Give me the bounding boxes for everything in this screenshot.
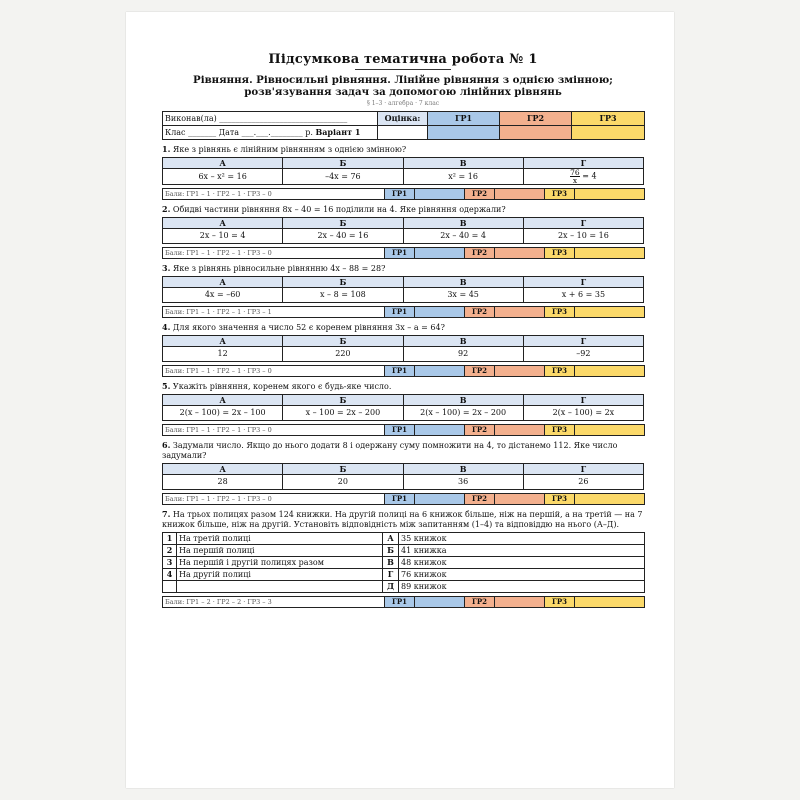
question-prompt	[162, 144, 644, 155]
option-letter-d: Г	[523, 158, 643, 169]
question-1	[162, 144, 644, 200]
score-row	[162, 493, 645, 505]
questions-list	[162, 144, 644, 505]
gr2-score-cell[interactable]	[495, 307, 545, 318]
score-label: Бали: ГР1 – 2 · ГР2 – 2 · ГР3 – 3	[163, 597, 385, 608]
question-item: На першій і другій полицях разом	[177, 557, 383, 569]
answer-b[interactable]: –4x = 76	[283, 169, 403, 185]
gr1-score-cell[interactable]	[415, 494, 465, 505]
option-letter-b: Б	[283, 336, 403, 347]
variant-label: Варіант 1	[315, 127, 361, 137]
gr3-score-cell[interactable]	[575, 494, 645, 505]
gr2-score-cell[interactable]	[495, 494, 545, 505]
question-text: Укажіть рівняння, коренем якого є будь-яке число.	[172, 382, 392, 391]
option-letter-d: Г	[523, 336, 643, 347]
gr1-score-cell[interactable]	[415, 189, 465, 200]
gr1-score-label: ГР1	[385, 597, 415, 608]
gr1-score-cell[interactable]	[415, 366, 465, 377]
option-letter-d: Г	[523, 277, 643, 288]
gr3-score-label: ГР3	[545, 307, 575, 318]
answer-item[interactable]: 76 книжок	[399, 569, 645, 581]
question-text: Яке з рівнянь є лінійним рівнянням з однією змінною?	[172, 145, 407, 154]
matching-row	[163, 557, 645, 569]
question-prompt	[162, 263, 644, 274]
answer-d[interactable]	[523, 169, 643, 185]
gr1-score-label: ГР1	[385, 494, 415, 505]
section-meta: § 1–3 · алгебра · 7 клас	[366, 100, 440, 107]
option-letter-a: А	[163, 218, 283, 229]
gr2-score-label: ГР2	[465, 248, 495, 259]
option-letter-b: Б	[283, 277, 403, 288]
gr1-score-label: ГР1	[385, 425, 415, 436]
option-letter-a: А	[163, 277, 283, 288]
fraction-numerator: 76	[570, 168, 580, 177]
answer-letter: В	[383, 557, 399, 569]
answer-c[interactable]: 2(x – 100) = 2x – 200	[403, 406, 523, 421]
page-title: Підсумкова тематична робота № 1	[268, 52, 538, 67]
answer-table	[162, 394, 644, 421]
option-letter-c: В	[403, 218, 523, 229]
answer-table	[162, 276, 644, 303]
gr1-grade-cell[interactable]	[428, 126, 500, 140]
option-letter-c: В	[403, 336, 523, 347]
question-prompt	[162, 440, 644, 461]
question-2	[162, 204, 644, 259]
question-text: Обидві частини рівняння 8x – 40 = 16 поділили на 4. Яке рівняння одержали?	[172, 205, 506, 214]
option-letter-b: Б	[283, 395, 403, 406]
question-prompt	[162, 322, 644, 333]
question-5	[162, 381, 644, 436]
question-index: 2	[163, 545, 177, 557]
option-letter-c: В	[403, 277, 523, 288]
option-letter-c: В	[403, 395, 523, 406]
option-letter-d: Г	[523, 218, 643, 229]
answer-a[interactable]: 28	[163, 475, 283, 490]
gr2-score-cell[interactable]	[495, 366, 545, 377]
question-prompt	[162, 381, 644, 392]
option-letter-a: А	[163, 336, 283, 347]
answer-c[interactable]: 92	[403, 347, 523, 362]
answer-letter: Г	[383, 569, 399, 581]
score-label: Бали: ГР1 – 1 · ГР2 – 1 · ГР3 – 0	[163, 189, 385, 200]
title-underline	[355, 69, 451, 70]
score-label: Бали: ГР1 – 1 · ГР2 – 1 · ГР3 – 1	[163, 307, 385, 318]
gr1-score-cell[interactable]	[415, 307, 465, 318]
gr2-score-cell[interactable]	[495, 597, 545, 608]
option-letter-c: В	[403, 158, 523, 169]
question-number: 6.	[162, 440, 171, 450]
answer-a[interactable]: 12	[163, 347, 283, 362]
gr1-score-label: ГР1	[385, 189, 415, 200]
answer-b[interactable]: 20	[283, 475, 403, 490]
gr2-score-label: ГР2	[465, 366, 495, 377]
answer-item[interactable]: 41 книжка	[399, 545, 645, 557]
answer-d[interactable]: 26	[523, 475, 643, 490]
answer-b[interactable]: x – 100 = 2x – 200	[283, 406, 403, 421]
worksheet-page	[126, 12, 674, 788]
question-item	[177, 581, 383, 593]
gr3-score-label: ГР3	[545, 366, 575, 377]
question-item: На третій полиці	[177, 533, 383, 545]
answer-b[interactable]: x – 8 = 108	[283, 288, 403, 303]
gr1-score-label: ГР1	[385, 248, 415, 259]
gr2-grade-cell[interactable]	[500, 126, 572, 140]
answer-item[interactable]: 35 книжок	[399, 533, 645, 545]
answer-d[interactable]: x + 6 = 35	[523, 288, 643, 303]
matching-row	[163, 545, 645, 557]
answer-a[interactable]: 2(x – 100) = 2x – 100	[163, 406, 283, 421]
option-letter-a: А	[163, 158, 283, 169]
gr2-score-label: ГР2	[465, 307, 495, 318]
gr1-score-cell[interactable]	[415, 425, 465, 436]
gr3-grade-cell[interactable]	[572, 126, 645, 140]
student-header-table	[162, 111, 645, 140]
score-label: Бали: ГР1 – 1 · ГР2 – 1 · ГР3 – 0	[163, 494, 385, 505]
score-row	[162, 188, 645, 200]
fraction	[570, 169, 580, 184]
score-row	[162, 247, 645, 259]
question-index: 1	[163, 533, 177, 545]
gr3-score-label: ГР3	[545, 425, 575, 436]
answer-c[interactable]: 2x – 40 = 4	[403, 229, 523, 244]
option-letter-b: Б	[283, 464, 403, 475]
option-letter-b: Б	[283, 218, 403, 229]
question-4	[162, 322, 644, 377]
question-7	[162, 509, 644, 530]
gr3-score-label: ГР3	[545, 248, 575, 259]
matching-row	[163, 581, 645, 593]
worksheet-content	[162, 52, 644, 608]
class-date-line: Клас _______ Дата ___.___.________ р.	[165, 128, 313, 137]
answer-d[interactable]: 2(x – 100) = 2x	[523, 406, 643, 421]
gr3-score-cell[interactable]	[575, 597, 645, 608]
gr3-score-label: ГР3	[545, 494, 575, 505]
answer-c[interactable]: 3x = 45	[403, 288, 523, 303]
question-index: 4	[163, 569, 177, 581]
answer-a[interactable]: 6x – x² = 16	[163, 169, 283, 185]
grade-label: Оцінка:	[378, 112, 428, 126]
gr2-score-cell[interactable]	[495, 248, 545, 259]
answer-table	[162, 157, 644, 185]
score-row-7	[162, 596, 645, 608]
question-6	[162, 440, 644, 505]
answer-letter: Б	[383, 545, 399, 557]
score-label: Бали: ГР1 – 1 · ГР2 – 1 · ГР3 – 0	[163, 248, 385, 259]
fraction-denominator: x	[572, 176, 578, 185]
question-text: Задумали число. Якщо до нього додати 8 і одержану суму помножити на 4, то дістанемо 112. Яке число задумали?	[162, 441, 618, 460]
gr3-score-cell[interactable]	[575, 248, 645, 259]
question-item: На другій полиці	[177, 569, 383, 581]
grade-cell[interactable]	[378, 126, 428, 140]
question-number: 4.	[162, 322, 171, 332]
gr1-score-label: ГР1	[385, 307, 415, 318]
question-number: 5.	[162, 381, 171, 391]
gr1-score-cell[interactable]	[415, 597, 465, 608]
score-row	[162, 424, 645, 436]
gr3-score-cell[interactable]	[575, 425, 645, 436]
question-number: 1.	[162, 144, 171, 154]
answer-d[interactable]: –92	[523, 347, 643, 362]
gr3-score-label: ГР3	[545, 597, 575, 608]
matching-table	[162, 532, 645, 593]
gr3-score-cell[interactable]	[575, 189, 645, 200]
question-index	[163, 581, 177, 593]
gr3-score-label: ГР3	[545, 189, 575, 200]
score-label: Бали: ГР1 – 1 · ГР2 – 1 · ГР3 – 0	[163, 425, 385, 436]
answer-d[interactable]: 2x – 10 = 16	[523, 229, 643, 244]
question-text: На трьох полицях разом 124 книжки. На другій полиці на 6 книжок більше, ніж на першій, а на третій — на 7 книжок більше, ніж на другій. Установіть відповідність між запитанням (1–4) та відповіддю на нього (А–Д).	[162, 510, 643, 529]
gr2-score-cell[interactable]	[495, 425, 545, 436]
question-3	[162, 263, 644, 318]
question-text: Для якого значення a число 52 є коренем рівняння 3x – a = 64?	[172, 323, 445, 332]
answer-letter: А	[383, 533, 399, 545]
question-index: 3	[163, 557, 177, 569]
gr3-score-cell[interactable]	[575, 307, 645, 318]
score-row	[162, 365, 645, 377]
gr2-score-label: ГР2	[465, 189, 495, 200]
page-subtitle: Рівняння. Рівносильні рівняння. Лінійне рівняння з однією змінною; розв'язування задач за допомогою лінійних рівнянь	[193, 74, 613, 98]
answer-item[interactable]: 89 книжок	[399, 581, 645, 593]
matching-row	[163, 533, 645, 545]
answer-item[interactable]: 48 книжок	[399, 557, 645, 569]
gr2-score-label: ГР2	[465, 494, 495, 505]
answer-b[interactable]: 2x – 40 = 16	[283, 229, 403, 244]
answer-letter: Д	[383, 581, 399, 593]
student-name-field[interactable]: Виконав(ла) ________________________________	[163, 112, 378, 126]
option-letter-b: Б	[283, 158, 403, 169]
option-letter-a: А	[163, 395, 283, 406]
gr2-score-cell[interactable]	[495, 189, 545, 200]
option-letter-a: А	[163, 464, 283, 475]
matching-row	[163, 569, 645, 581]
question-item: На першій полиці	[177, 545, 383, 557]
answer-c[interactable]: 36	[403, 475, 523, 490]
question-number: 7.	[162, 509, 171, 519]
answer-table	[162, 335, 644, 362]
class-date-field[interactable]	[163, 126, 378, 140]
gr2-header: ГР2	[500, 112, 572, 126]
answer-d-rest: = 4	[582, 171, 597, 181]
answer-table	[162, 217, 644, 244]
question-number: 2.	[162, 204, 171, 214]
answer-table	[162, 463, 644, 490]
option-letter-c: В	[403, 464, 523, 475]
answer-b[interactable]: 220	[283, 347, 403, 362]
question-number: 3.	[162, 263, 171, 273]
gr1-header: ГР1	[428, 112, 500, 126]
score-row	[162, 306, 645, 318]
answer-a[interactable]: 4x = –60	[163, 288, 283, 303]
gr1-score-cell[interactable]	[415, 248, 465, 259]
gr1-score-label: ГР1	[385, 366, 415, 377]
option-letter-d: Г	[523, 395, 643, 406]
question-prompt	[162, 204, 644, 215]
score-label: Бали: ГР1 – 1 · ГР2 – 1 · ГР3 – 0	[163, 366, 385, 377]
answer-c[interactable]: x² = 16	[403, 169, 523, 185]
answer-a[interactable]: 2x – 10 = 4	[163, 229, 283, 244]
option-letter-d: Г	[523, 464, 643, 475]
question-text: Яке з рівнянь рівносильне рівнянню 4x – 88 = 28?	[172, 264, 386, 273]
gr3-header: ГР3	[572, 112, 645, 126]
gr3-score-cell[interactable]	[575, 366, 645, 377]
gr2-score-label: ГР2	[465, 597, 495, 608]
gr2-score-label: ГР2	[465, 425, 495, 436]
